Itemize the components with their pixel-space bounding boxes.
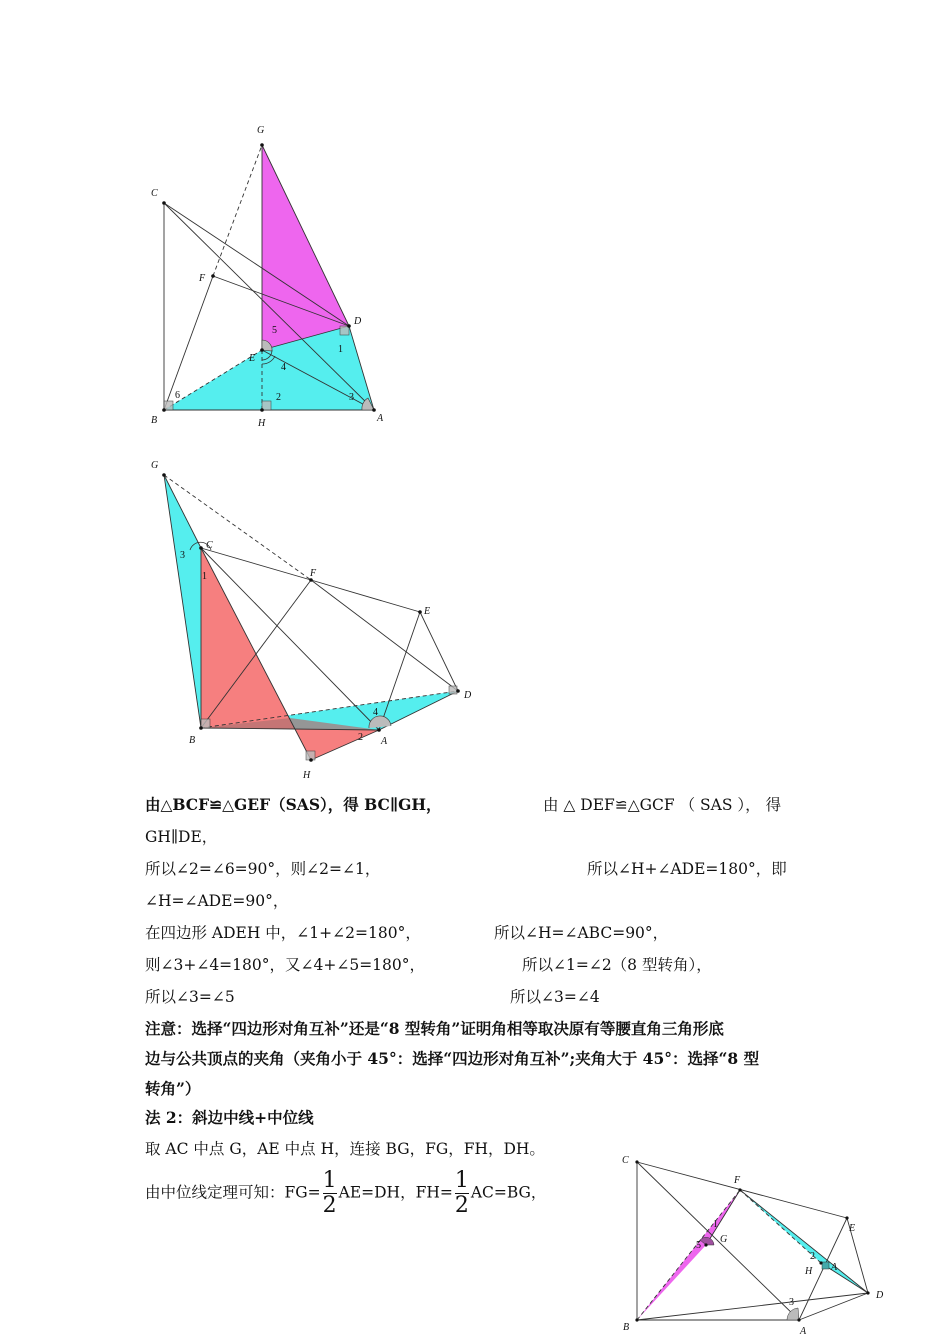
proof-line-2: GH∥DE， bbox=[145, 828, 218, 846]
label-F: F bbox=[199, 273, 206, 284]
label-C: C bbox=[151, 188, 158, 199]
fraction-half-1: $\frac{1}{2}$ bbox=[322, 1168, 337, 1218]
method-2-heading: 法 2：斜边中线+中位线 bbox=[145, 1108, 314, 1127]
angle-2: 2 bbox=[810, 1251, 815, 1262]
label-E: E bbox=[424, 606, 431, 617]
proof-line-3b: 所以∠H+∠ADE=180°，即 bbox=[587, 860, 787, 878]
angle-2: 2 bbox=[276, 392, 281, 403]
angle-1: 1 bbox=[202, 571, 207, 582]
label-D: D bbox=[464, 690, 472, 701]
figure-3 bbox=[615, 1148, 895, 1344]
note-line-3: 转角”） bbox=[145, 1079, 201, 1098]
proof-line-4: ∠H=∠ADE=90°， bbox=[145, 892, 289, 910]
label-E: E bbox=[249, 353, 256, 364]
angle-3: 3 bbox=[349, 392, 354, 403]
label-C: C bbox=[206, 540, 213, 551]
angle-5: 5 bbox=[272, 325, 277, 336]
label-B: B bbox=[151, 415, 158, 426]
angle-6: 6 bbox=[175, 390, 180, 401]
angle-3: 3 bbox=[180, 550, 185, 561]
fraction-half-2: $\frac{1}{2}$ bbox=[454, 1168, 469, 1218]
proof-line-1a: 由△BCF≌△GEF（SAS），得 BC∥GH， bbox=[145, 795, 442, 814]
proof-line-5a: 在四边形 ADEH 中，∠1+∠2=180°， bbox=[145, 924, 421, 942]
label-C: C bbox=[622, 1155, 629, 1166]
magenta-triangle bbox=[262, 145, 349, 350]
label-H: H bbox=[258, 418, 266, 429]
figure-2 bbox=[140, 455, 480, 785]
label-G: G bbox=[257, 125, 265, 136]
angle-1: 1 bbox=[338, 344, 343, 355]
label-D: D bbox=[876, 1290, 884, 1301]
label-G: G bbox=[151, 460, 159, 471]
label-H: H bbox=[805, 1266, 813, 1277]
angle-1: 1 bbox=[713, 1219, 718, 1230]
proof-line-5b: 所以∠H=∠ABC=90°， bbox=[494, 924, 669, 942]
proof-line-6b: 所以∠1=∠2（8 型转角）， bbox=[522, 956, 712, 974]
note-line-1: 注意：选择“四边形对角互补”还是“8 型转角”证明角相等取决原有等腰直角三角形底 bbox=[145, 1019, 724, 1038]
proof-line-3a: 所以∠2=∠6=90°，则∠2=∠1， bbox=[145, 860, 381, 878]
label-H: H bbox=[303, 770, 311, 781]
angle-4: 4 bbox=[373, 707, 378, 718]
label-A: A bbox=[800, 1326, 807, 1337]
angle-2: 2 bbox=[358, 732, 363, 743]
angle-3: 3 bbox=[789, 1297, 794, 1308]
angle-4: 4 bbox=[281, 362, 286, 373]
label-B: B bbox=[623, 1322, 630, 1333]
midline-theorem-line bbox=[145, 1170, 546, 1217]
label-D: D bbox=[354, 316, 362, 327]
label-A-h: A bbox=[831, 1262, 838, 1273]
angle-5: 5 bbox=[696, 1240, 701, 1251]
midline-part-a: AE=DH，FH= bbox=[338, 1183, 453, 1202]
label-E: E bbox=[849, 1223, 856, 1234]
midline-prefix: 由中位线定理可知：FG= bbox=[145, 1183, 321, 1202]
proof-line-7a: 所以∠3=∠5 bbox=[145, 988, 235, 1006]
label-A: A bbox=[381, 736, 388, 747]
figure-1 bbox=[140, 118, 400, 438]
proof-line-1b: 由 △ DEF≌△GCF （ SAS ）， 得 bbox=[543, 796, 782, 814]
midline-part-b: AC=BG， bbox=[470, 1183, 547, 1202]
note-line-2: 边与公共顶点的夹角（夹角小于 45°：选择“四边形对角互补”;夹角大于 45°：选择“8 型 bbox=[145, 1049, 760, 1068]
label-B: B bbox=[189, 735, 196, 746]
label-A: A bbox=[377, 413, 384, 424]
proof-line-6a: 则∠3+∠4=180°，又∠4+∠5=180°， bbox=[145, 956, 426, 974]
construction-line: 取 AC 中点 G，AE 中点 H，连接 BG，FG，FH，DH。 bbox=[145, 1140, 545, 1158]
label-F: F bbox=[310, 568, 317, 579]
proof-line-7b: 所以∠3=∠4 bbox=[510, 988, 600, 1006]
label-G: G bbox=[720, 1234, 728, 1245]
label-F: F bbox=[734, 1175, 741, 1186]
